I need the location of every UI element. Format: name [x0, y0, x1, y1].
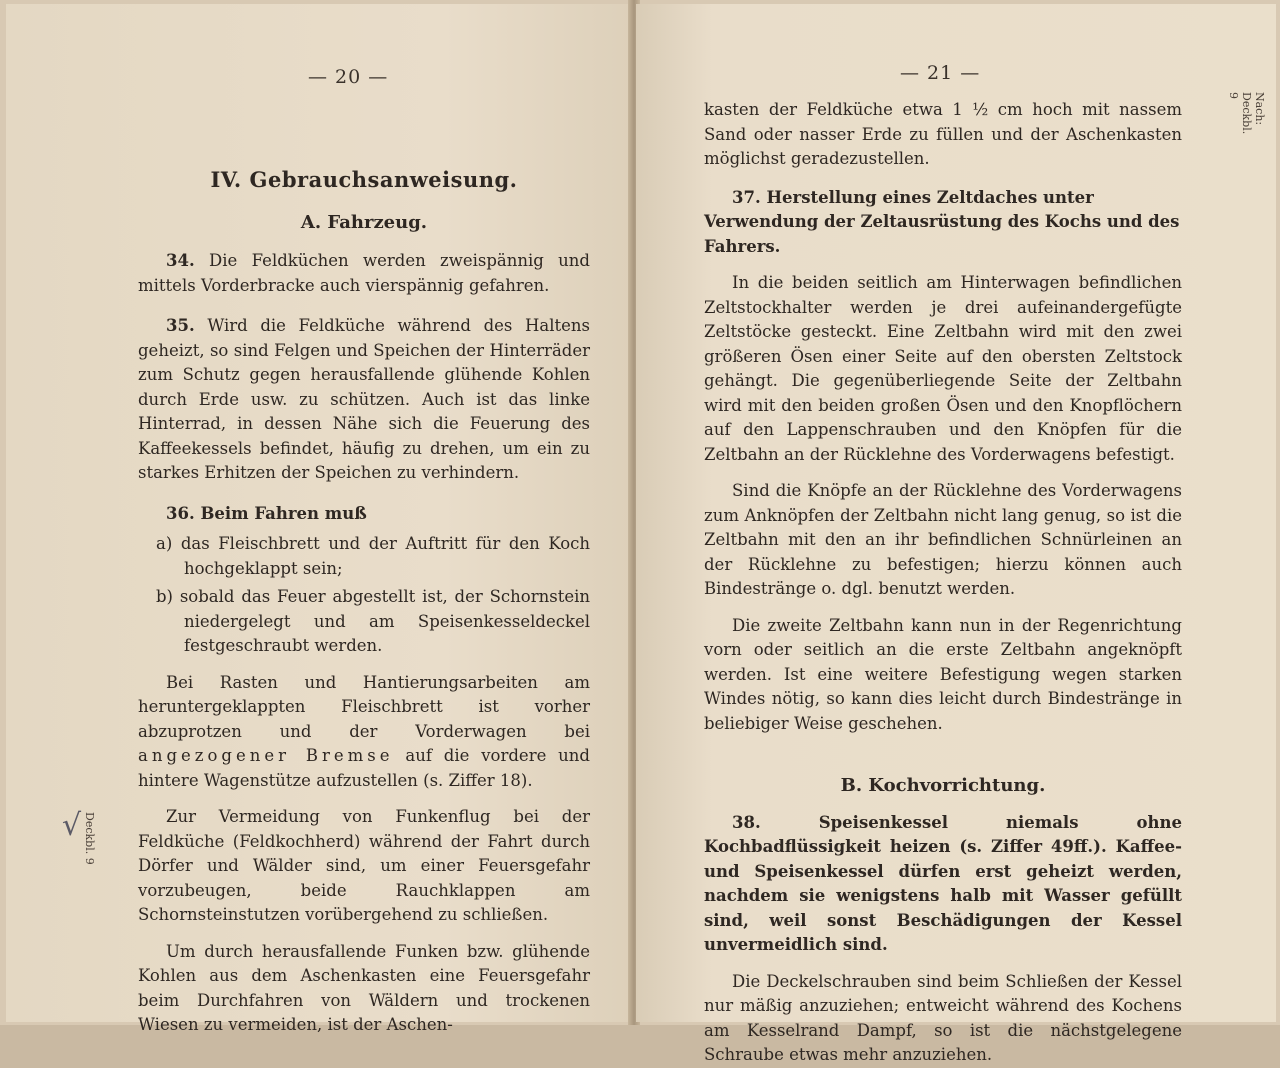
section-heading-b: B. Kochvorrichtung. [840, 775, 1046, 796]
paragraph-rasten-spaced: angezogener Bremse [138, 746, 394, 765]
paragraph-36a [138, 532, 590, 581]
paragraph-38-warning: 38. Speisenkessel niemals ohne Kochbadflüssigkeit heizen (s. Ziffer 49ff.). Kaffee- und Speisenkessel dürfen erst geheizt werden, nachdem sie wenigstens halb mit Wasser gefüllt sind, weil sonst Beschädigungen der Kessel unvermeidlich sind. [704, 812, 1182, 954]
paragraph-34-number: 34. [166, 251, 195, 270]
paragraph-rasten-part1: Bei Rasten und Hantierungsarbeiten am heruntergeklappten Fleischbrett ist vorher abzuprotzen und der Vorderwagen bei [138, 672, 590, 741]
left-page-body [138, 168, 590, 1038]
paragraph-37-2: Sind die Knöpfe an der Rücklehne des Vorderwagens zum Anknöpfen der Zeltbahn nicht lang genug, so ist die Zeltbahn mit den an ihr befindlichen Schnürleinen an der Rücklehne zu befestigen; hierzu können auch Bindestränge o. dgl. benutzt werden. [704, 481, 1182, 598]
page-number-left: — 20 — [308, 66, 389, 88]
paragraph-continuation: kasten der Feldküche etwa 1 ½ cm hoch mit nassem Sand oder nasser Erde zu füllen und der Aschenkasten möglichst geradezustellen. [704, 100, 1182, 168]
paragraph-funkenflug: Zur Vermeidung von Funkenflug bei der Feldküche (Feldkochherd) während der Fahrt durch Dörfer und Wälder sind, um einer Feuersgefahr vorzubeugen, beide Rauchklappen am Schornsteinstutzen vorübergehend zu schließen. [138, 807, 590, 924]
paragraph-rasten [138, 671, 590, 794]
margin-note-left: Deckbl. 9 [83, 812, 96, 865]
paragraph-37-1: In die beiden seitlich am Hinterwagen befindlichen Zeltstockhalter werden je drei aufeinandergefügte Zeltstöcke gesteckt. Eine Zeltbahn wird mit den zwei größeren Ösen einer Seite auf den obersten Zeltstock gehängt. Die gegenüberliegende Seite der Zeltbahn wird mit den beiden großen Ösen und den Knopflöchern auf den Lappenschrauben und den Knöpfen für die Zeltbahn an der Rücklehne des Vorderwagens befestigt. [704, 273, 1182, 464]
paragraph-36b-label: b) [156, 587, 173, 606]
left-page [6, 4, 632, 1034]
paragraph-aschenkasten: Um durch herausfallende Funken bzw. glühende Kohlen aus dem Aschenkasten eine Feuersgefahr beim Durchfahren von Wäldern und trockenen Wiesen zu vermeiden, ist der Aschen- [138, 941, 590, 1034]
paragraph-34 [138, 249, 590, 298]
paragraph-34-text: Die Feldküchen werden zweispännig und mittels Vorderbracke auch vierspännig gefahren. [138, 251, 590, 295]
paragraph-35-text: Wird die Feldküche während des Haltens geheizt, so sind Felgen und Speichen der Hinterräder zum Schutz gegen herausfallende glühende Kohlen durch Erde usw. zu schützen. Auch ist das linke Hinterrad, in dessen Nähe sich die Feuerung des Kaffeekessels befindet, häufig zu drehen, um ein zu starkes Erhitzen der Speichen zu verhindern. [138, 316, 590, 482]
paragraph-35 [138, 314, 590, 486]
paragraph-36b [138, 585, 590, 659]
paragraph-36b-text: sobald das Feuer abgestellt ist, der Schornstein niedergelegt und am Speisenkesseldeckel festgeschraubt werden. [179, 587, 590, 655]
page-number-right: — 21 — [900, 62, 981, 84]
paragraph-36-heading: 36. Beim Fahren muß [166, 503, 367, 523]
paragraph-38-2: Die Deckelschrauben sind beim Schließen der Kessel nur mäßig anzuziehen; entweicht während des Kochens am Kesselrand Dampf, so ist die nächstgelegene Schraube etwas mehr anzuziehen. [704, 971, 1182, 1064]
chapter-heading: IV. Gebrauchsanweisung. [210, 167, 518, 192]
right-page-body [704, 98, 1182, 1068]
paragraph-rasten-part2: auf die vordere und hintere Wagenstütze aufzustellen (s. Ziffer 18). [138, 746, 590, 790]
section-heading-a: A. Fahrzeug. [300, 211, 428, 233]
paragraph-37-heading: 37. Herstellung eines Zeltdaches unter Verwendung der Zeltausrüstung des Kochs und des Fahrers. [704, 187, 1180, 256]
paragraph-36a-text: das Fleischbrett und der Auftritt für den Koch hochgeklappt sein; [180, 534, 591, 578]
paragraph-35-number: 35. [166, 316, 195, 335]
right-page [636, 4, 1276, 1064]
check-mark: √ [62, 808, 82, 843]
paragraph-37-3: Die zweite Zeltbahn kann nun in der Regenrichtung vorn oder seitlich an die erste Zeltbahn angeknöpft werden. Ist eine weitere Befestigung wegen starken Windes nötig, so kann dies leicht durch Bindestränge in beliebiger Weise geschehen. [704, 615, 1182, 733]
paragraph-36a-label: a) [156, 534, 173, 553]
margin-note-right: Nach: Deckbl. 9 [1227, 92, 1266, 135]
